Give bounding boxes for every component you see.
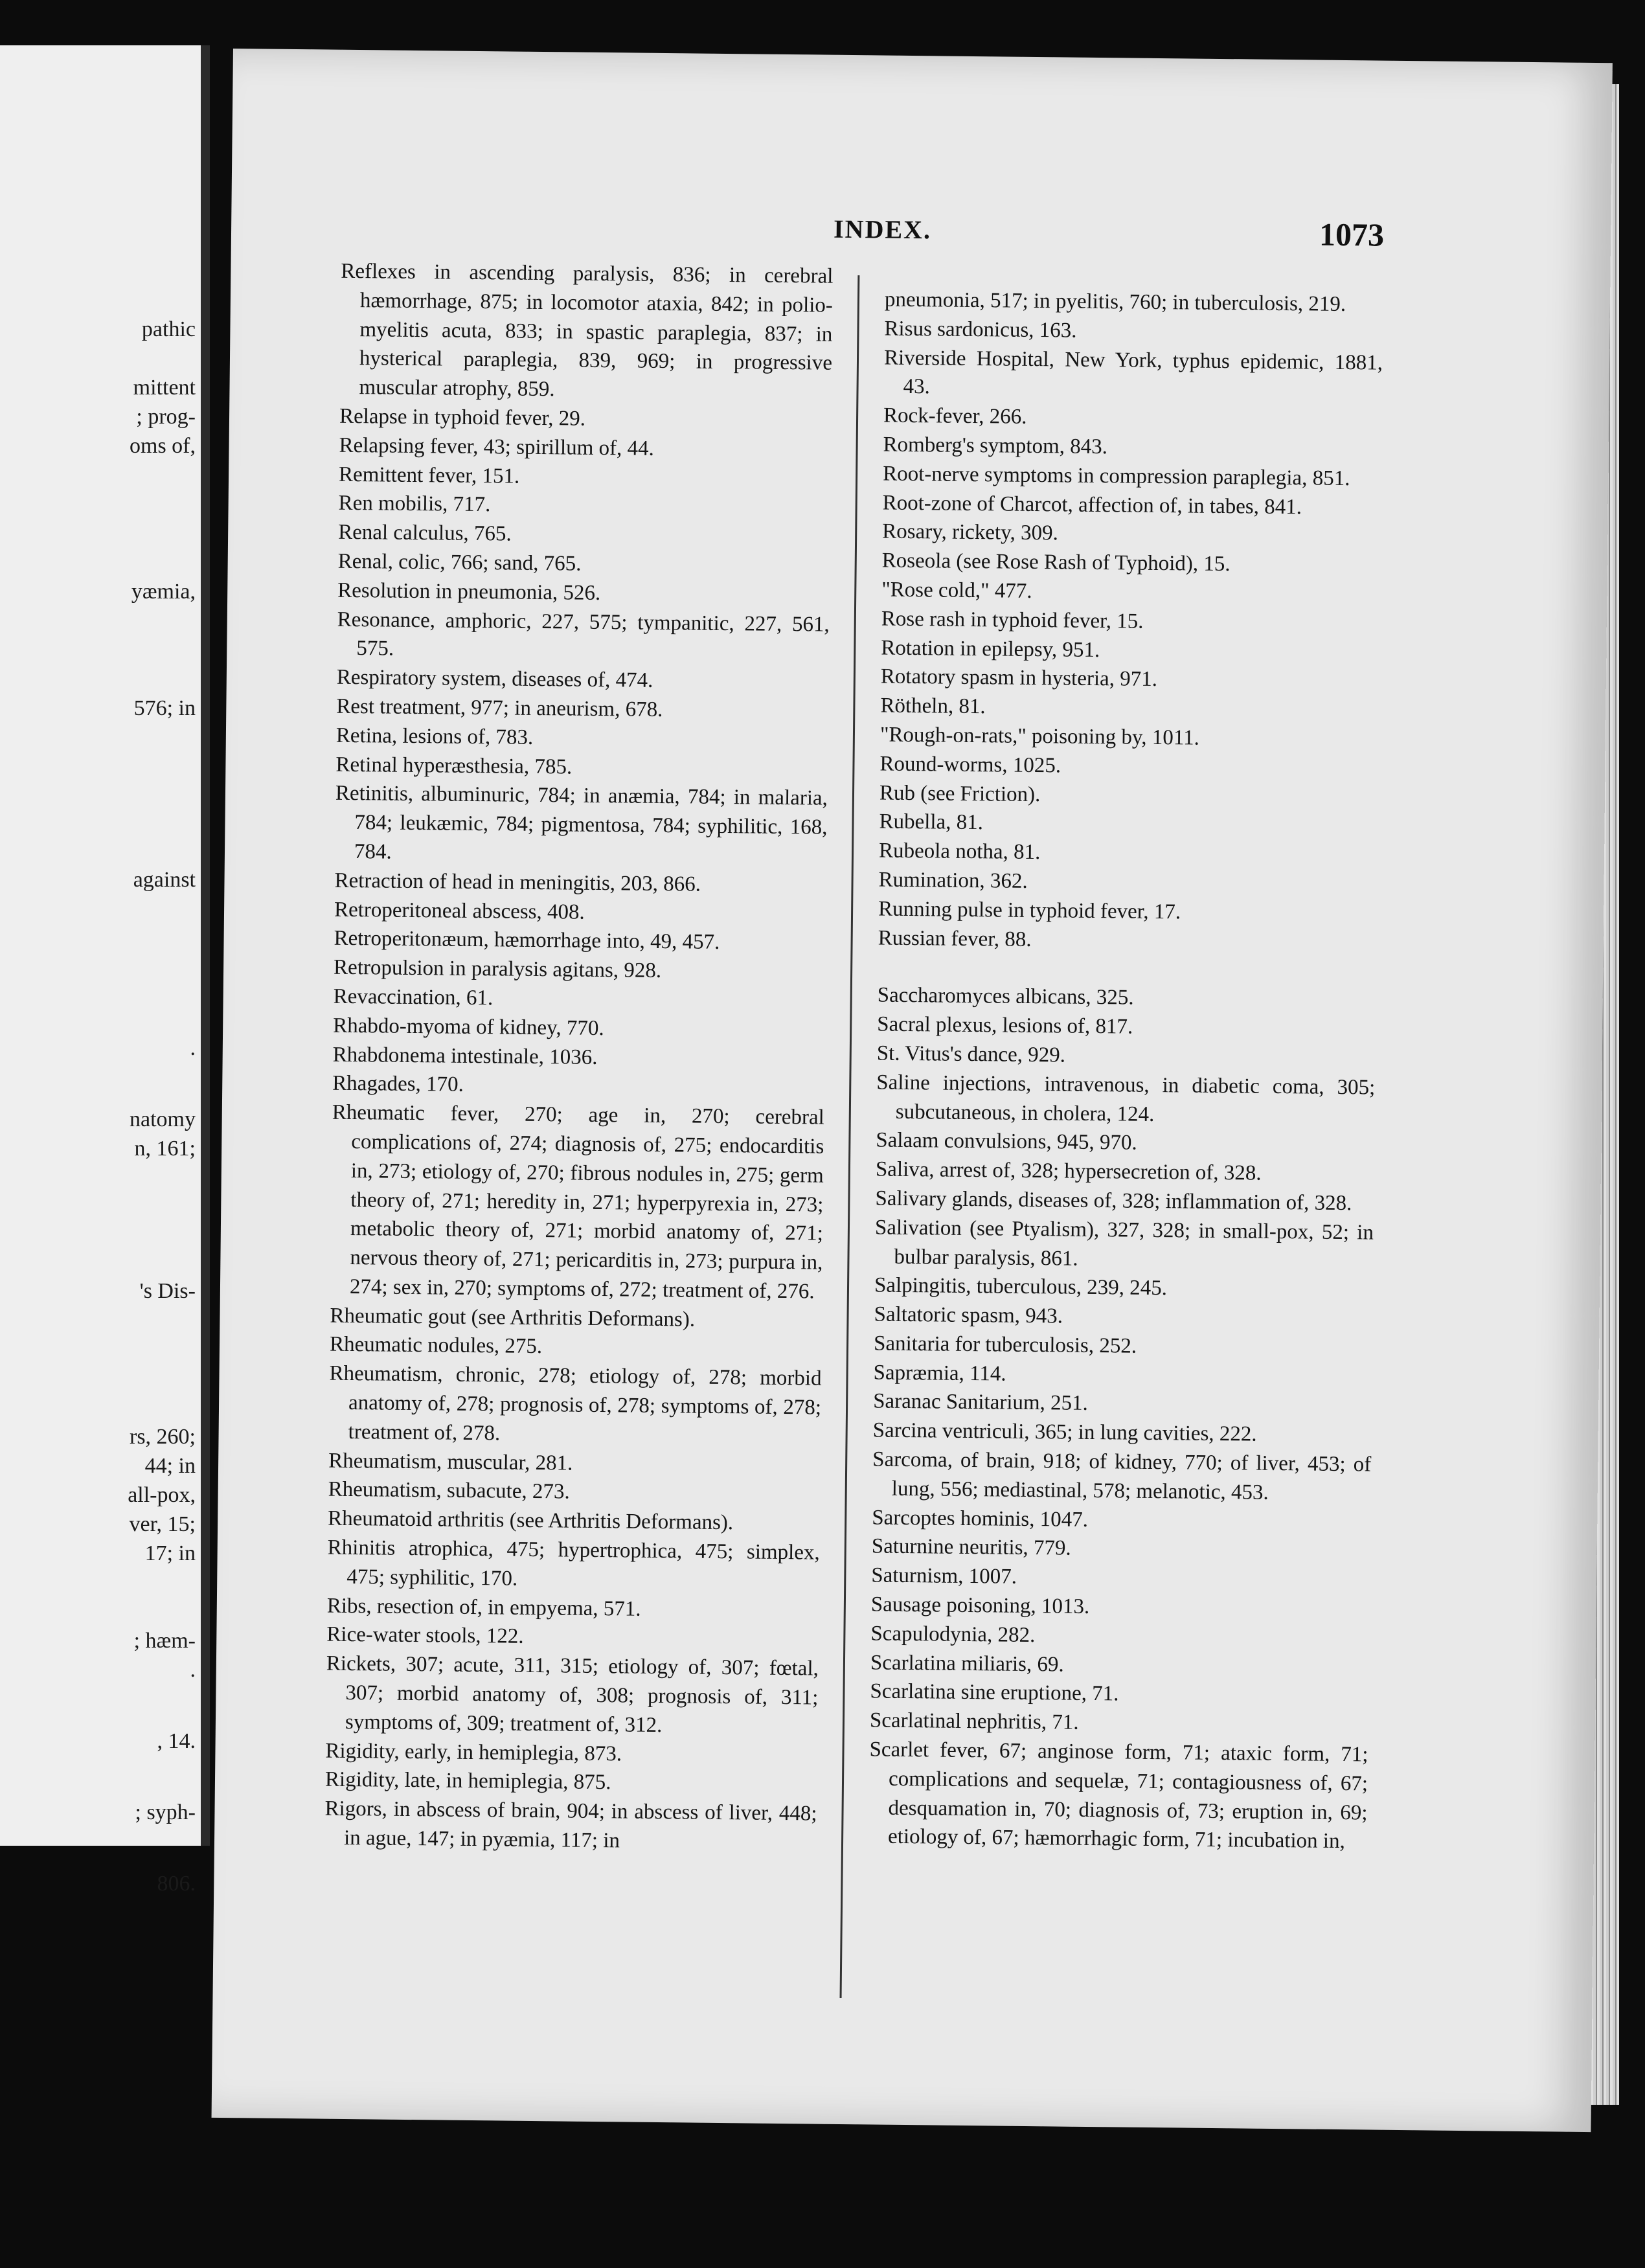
left-page-text: yæmia, [131, 580, 196, 604]
index-page [212, 49, 1613, 2132]
index-entry: Saliva, arrest of, 328; hypersecretion of, 328. [875, 1157, 1262, 1185]
index-entry: Rubella, 81. [879, 810, 984, 835]
left-page-fragment [0, 45, 210, 1896]
index-entry: Revaccination, 61. [333, 984, 493, 1010]
index-entry: Saline injections, intravenous, in diabetic coma, 305; subcutaneous, in cholera, 124. [876, 1071, 1376, 1126]
left-page-text: ver, 15; [129, 1512, 196, 1536]
index-entry: Retraction of head in meningitis, 203, 866. [334, 868, 701, 896]
index-entry: Roseola (see Rose Rash of Typhoid), 15. [881, 549, 1231, 576]
index-entry: Rheumatic fever, 270; age in, 270; cerebral complications of, 274; diagnosis of, 275; endocarditis in, 273; etiology of, 270; fibrous nodules in, 275; germ theory of, 271; heredity in, 271; hyperpyrexia in, 273; metabolic theory of, 271; morbid anatomy of, 271; nervous theory of, 271; pericarditis in, 273; purpura in, 274; sex in, 270; symptoms of, 272; treatment of, 276. [332, 1100, 824, 1304]
index-entry: Retroperitonæum, hæmorrhage into, 49, 457. [334, 927, 720, 955]
index-entry: St. Vitus's dance, 929. [876, 1041, 1066, 1067]
index-entry: Rhagades, 170. [332, 1072, 464, 1097]
left-page-text: . [190, 1036, 196, 1060]
index-entry: Rheumatism, muscular, 281. [328, 1449, 573, 1475]
index-column-right [868, 286, 1383, 1857]
index-entry: Remittent fever, 151. [338, 462, 520, 488]
index-entry: Rice-water stools, 122. [326, 1623, 524, 1649]
index-entry: Riverside Hospital, New York, typhus epidemic, 1881, 43. [883, 346, 1383, 399]
index-entry: Risus sardonicus, 163. [884, 317, 1077, 343]
column-rule [840, 275, 860, 1998]
left-page-text: against [133, 868, 196, 892]
left-page-text: ; hæm- [133, 1629, 196, 1653]
index-entry: Rotation in epilepsy, 951. [881, 636, 1100, 662]
index-entry: Scapulodynia, 282. [870, 1622, 1036, 1647]
index-entry: Rigors, in abscess of brain, 904; in abscess of liver, 448; in ague, 147; in pyæmia, 117; in [324, 1797, 817, 1853]
running-head: INDEX. [833, 214, 932, 245]
index-entry: Relapse in typhoid fever, 29. [339, 404, 586, 431]
index-entry: Rheumatism, chronic, 278; etiology of, 278; morbid anatomy of, 278; prognosis of, 278; symptoms of, 278; treatment of, 278. [329, 1361, 822, 1446]
left-page-text: oms of, [130, 434, 196, 458]
left-page-text: 's Dis- [139, 1279, 196, 1303]
left-page-text: ; prog- [136, 405, 196, 429]
index-entry: Resonance, amphoric, 227, 575; tympanitic, 227, 561, 575. [337, 607, 830, 661]
index-entry: Ren mobilis, 717. [338, 492, 491, 517]
index-entry: Scarlatina sine eruptione, 71. [870, 1679, 1119, 1706]
index-entry: Rumination, 362. [878, 868, 1028, 893]
index-entry: Russian fever, 88. [878, 926, 1032, 951]
index-entry: Sarcoptes hominis, 1047. [872, 1506, 1089, 1532]
left-page-text: ; syph- [135, 1800, 196, 1824]
index-entry: Rub (see Friction). [879, 781, 1041, 806]
index-entry: Rhabdo-myoma of kidney, 770. [333, 1014, 604, 1040]
index-entry: Salivation (see Ptyalism), 327, 328; in small-pox, 52; in bulbar paralysis, 861. [874, 1216, 1374, 1271]
left-page-text: n, 161; [134, 1137, 196, 1161]
index-entry: Renal, colic, 766; sand, 765. [337, 549, 582, 576]
index-entry: Rose rash in typhoid fever, 15. [881, 607, 1144, 633]
index-entry: Rubeola notha, 81. [878, 839, 1041, 865]
index-entry: Scarlatina miliaris, 69. [870, 1651, 1064, 1677]
left-page-text: 576; in [133, 696, 196, 720]
index-entry: Saccharomyces albicans, 325. [877, 983, 1134, 1010]
index-entry: Sacral plexus, lesions of, 817. [877, 1012, 1133, 1039]
left-page-text: natomy [130, 1107, 196, 1131]
index-entry: Saturnism, 1007. [871, 1563, 1017, 1589]
page-number: 1073 [1319, 216, 1385, 253]
index-entry: Rickets, 307; acute, 311, 315; etiology of, 307; fœtal, 307; morbid anatomy of, 308; prognosis of, 311; symptoms of, 309; treatment of, 312. [326, 1651, 819, 1737]
index-entry: Ribs, resection of, in empyema, 571. [326, 1594, 641, 1621]
index-entry: Retroperitoneal abscess, 408. [334, 898, 585, 924]
index-entry: Relapsing fever, 43; spirillum of, 44. [339, 433, 655, 460]
index-entry: Salivary glands, diseases of, 328; inflammation of, 328. [875, 1186, 1352, 1216]
left-page-text: all-pox, [128, 1483, 196, 1507]
index-entry: Sapræmia, 114. [873, 1361, 1006, 1386]
index-entry: Rhinitis atrophica, 475; hypertrophica, 475; simplex, 475; syphilitic, 170. [327, 1536, 820, 1591]
index-entry: Resolution in pneumonia, 526. [337, 578, 601, 605]
index-entry: Round-worms, 1025. [879, 752, 1061, 778]
index-entry: Scarlet fever, 67; anginose form, 71; ataxic form, 71; complications and sequelæ, 71; contagiousness of, 67; desquamation in, 70; diagnosis of, 73; eruption in, 69; etiology of, 67; hæmorrhagic form, 71; incubation in, [869, 1738, 1368, 1854]
left-page-text: 17; in [144, 1541, 196, 1565]
index-entry: "Rose cold," 477. [881, 578, 1032, 603]
index-entry: Salpingitis, tuberculous, 239, 245. [874, 1273, 1168, 1300]
index-entry: Sarcoma, of brain, 918; of kidney, 770; of liver, 453; of lung, 556; mediastinal, 578; melanotic, 453. [872, 1447, 1372, 1504]
index-entry: Renal calculus, 765. [337, 520, 512, 546]
index-entry: Sarcina ventriculi, 365; in lung cavities, 222. [872, 1418, 1257, 1446]
index-entry: Reflexes in ascending paralysis, 836; in cerebral hæmorrhage, 875; in locomotor ataxia, 842; in polio-myelitis acuta, 833; in spastic paraplegia, 837; in hysterical paraplegia, 839, 969; in progressive muscular atrophy, 859. [341, 259, 834, 402]
index-entry: Retropulsion in paralysis agitans, 928. [333, 955, 662, 983]
index-entry: Saranac Sanitarium, 251. [872, 1389, 1089, 1416]
index-entry: Rheumatoid arthritis (see Arthritis Deformans). [328, 1506, 734, 1535]
left-page-text: pathic [141, 317, 196, 341]
index-entry: Retina, lesions of, 783. [335, 723, 534, 749]
left-page-text: 806. [157, 1872, 196, 1896]
index-column-left [324, 257, 834, 1858]
left-page-text: rs, 260; [130, 1425, 196, 1449]
index-entry: Sausage poisoning, 1013. [870, 1593, 1090, 1619]
left-page-text: mittent [133, 376, 196, 400]
index-entry: Respiratory system, diseases of, 474. [336, 665, 653, 692]
index-entry: Scarlatinal nephritis, 71. [869, 1708, 1079, 1735]
index-entry: Rheumatic gout (see Arthritis Deformans). [330, 1304, 696, 1332]
index-entry: Rhabdonema intestinale, 1036. [332, 1043, 598, 1069]
index-entry: "Rough-on-rats," poisoning by, 1011. [879, 723, 1200, 750]
index-entry: Salaam convulsions, 945, 970. [876, 1128, 1137, 1155]
index-entry: Saturnine neuritis, 779. [871, 1534, 1071, 1561]
index-entry: pneumonia, 517; in pyelitis, 760; in tuberculosis, 219. [884, 288, 1346, 317]
index-entry: Rigidity, early, in hemiplegia, 873. [325, 1739, 622, 1766]
index-entry: Rock-fever, 266. [883, 403, 1027, 429]
index-entry: Rotatory spasm in hysteria, 971. [880, 664, 1158, 692]
left-page-text: . [190, 1658, 196, 1682]
index-entry: Rest treatment, 977; in aneurism, 678. [336, 694, 663, 721]
left-page-text: , 14. [157, 1729, 196, 1753]
left-page-text: 44; in [144, 1454, 196, 1478]
index-entry: Running pulse in typhoid fever, 17. [878, 897, 1181, 924]
index-entry: Saltatoric spasm, 943. [874, 1302, 1063, 1328]
index-entry: Romberg's symptom, 843. [883, 433, 1108, 459]
index-entry: Rigidity, late, in hemiplegia, 875. [324, 1768, 611, 1795]
index-entry: Retinal hyperæsthesia, 785. [335, 753, 573, 779]
index-entry: Rheumatic nodules, 275. [329, 1333, 543, 1359]
index-entry: Sanitaria for tuberculosis, 252. [873, 1332, 1137, 1358]
index-entry: Root-zone of Charcot, affection of, in tabes, 841. [882, 491, 1302, 519]
index-entry: Retinitis, albuminuric, 784; in anæmia, 784; in malaria, 784; leukæmic, 784; pigmentosa, 784; syphilitic, 168, 784. [335, 782, 828, 864]
index-entry: Root-nerve symptoms in compression paraplegia, 851. [882, 462, 1350, 490]
index-entry: Rosary, rickety, 309. [882, 519, 1058, 545]
index-entry: Rötheln, 81. [880, 694, 986, 719]
index-entry: Rheumatism, subacute, 273. [328, 1478, 570, 1504]
